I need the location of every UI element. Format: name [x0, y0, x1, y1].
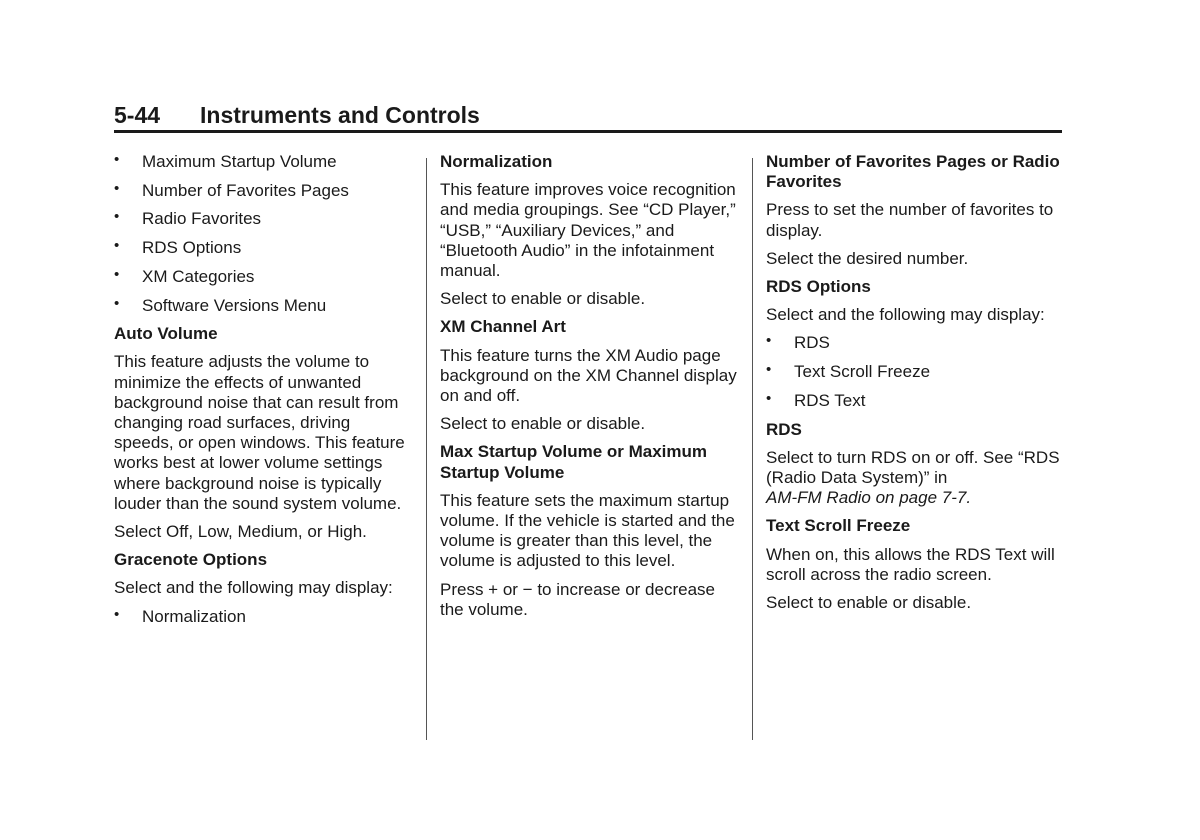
xm-channel-art-select: Select to enable or disable.	[440, 414, 646, 434]
column-divider	[752, 158, 753, 740]
max-startup-heading: Max Startup Volume or Maximum Startup Volume	[440, 442, 708, 482]
xm-channel-art-text: This feature turns the XM Audio page background on the XM Channel display on and off.	[440, 345, 737, 406]
bullet-icon: •	[114, 605, 120, 623]
list-item: • Number of Favorites Pages	[114, 179, 349, 200]
menu-options-list	[114, 152, 414, 316]
list-item: • Radio Favorites	[114, 208, 262, 229]
bullet-icon: •	[114, 208, 120, 226]
list-item: • Text Scroll Freeze	[766, 361, 931, 382]
favorites-text: Press to set the number of favorites to display.	[766, 200, 1054, 240]
gracenote-text: Select and the following may display:	[114, 578, 393, 598]
gracenote-heading: Gracenote Options	[114, 550, 268, 570]
bullet-icon: •	[114, 179, 120, 197]
bullet-icon: •	[114, 237, 120, 255]
list-item: • RDS Text	[766, 389, 866, 410]
bullet-icon: •	[114, 151, 120, 168]
list-item: • Normalization	[114, 605, 246, 626]
normalization-heading: Normalization	[440, 152, 553, 171]
column-middle	[440, 152, 740, 628]
list-item: • Software Versions Menu	[114, 294, 327, 315]
bullet-icon: •	[766, 332, 772, 350]
bullet-icon: •	[766, 389, 772, 407]
bullet-icon: •	[114, 294, 120, 312]
bullet-icon: •	[114, 265, 120, 283]
list-item: • RDS	[766, 332, 830, 353]
auto-volume-heading: Auto Volume	[114, 324, 218, 344]
rds-options-text: Select and the following may display:	[766, 305, 1045, 325]
text-scroll-freeze-text: When on, this allows the RDS Text will scroll across the radio screen.	[766, 544, 1055, 584]
bullet-icon: •	[766, 361, 772, 379]
rds-text: Select to turn RDS on or off. See “RDS (Radio Data System)” in AM-FM Radio on page 7-7.	[766, 447, 1060, 508]
rds-heading: RDS	[766, 419, 802, 439]
auto-volume-select: Select Off, Low, Medium, or High.	[114, 522, 367, 542]
column-right	[766, 152, 1062, 621]
column-divider	[426, 158, 427, 740]
am-fm-radio-reference: AM-FM Radio on page 7-7.	[766, 488, 972, 508]
list-item: • XM Categories	[114, 265, 255, 286]
list-item: • RDS Options	[114, 237, 242, 258]
max-startup-press: Press + or − to increase or decrease the volume.	[440, 579, 715, 619]
max-startup-text: This feature sets the maximum startup volume. If the vehicle is started and the volume is greater than this level, the volume is adjusted to this level.	[440, 490, 735, 571]
favorites-heading: Number of Favorites Pages or Radio Favorites	[766, 152, 1060, 192]
page-number: 5-44	[114, 102, 161, 128]
xm-channel-art-heading: XM Channel Art	[440, 317, 566, 337]
rds-options-list	[766, 333, 1062, 411]
list-item: • Maximum Startup Volume	[114, 151, 337, 171]
column-left	[114, 152, 414, 635]
normalization-select: Select to enable or disable.	[440, 289, 646, 309]
rds-options-heading: RDS Options	[766, 277, 871, 297]
text-scroll-freeze-select: Select to enable or disable.	[766, 592, 972, 612]
text-scroll-freeze-heading: Text Scroll Freeze	[766, 516, 911, 536]
gracenote-list	[114, 607, 414, 627]
favorites-select: Select the desired number.	[766, 248, 969, 268]
normalization-text: This feature improves voice recognition and media groupings. See “CD Player,” “USB,” “Auxiliary Devices,” and “Bluetooth Audio” in the infotainment manual.	[440, 180, 736, 281]
page-header	[114, 100, 1062, 133]
section-title: Instruments and Controls	[200, 102, 480, 128]
auto-volume-text: This feature adjusts the volume to minimize the effects of unwanted background noise that can result from changing road surfaces, driving speeds, or open windows. This feature works best at lower volume settings where background noise is typically louder than the sound system volume.	[114, 352, 405, 513]
